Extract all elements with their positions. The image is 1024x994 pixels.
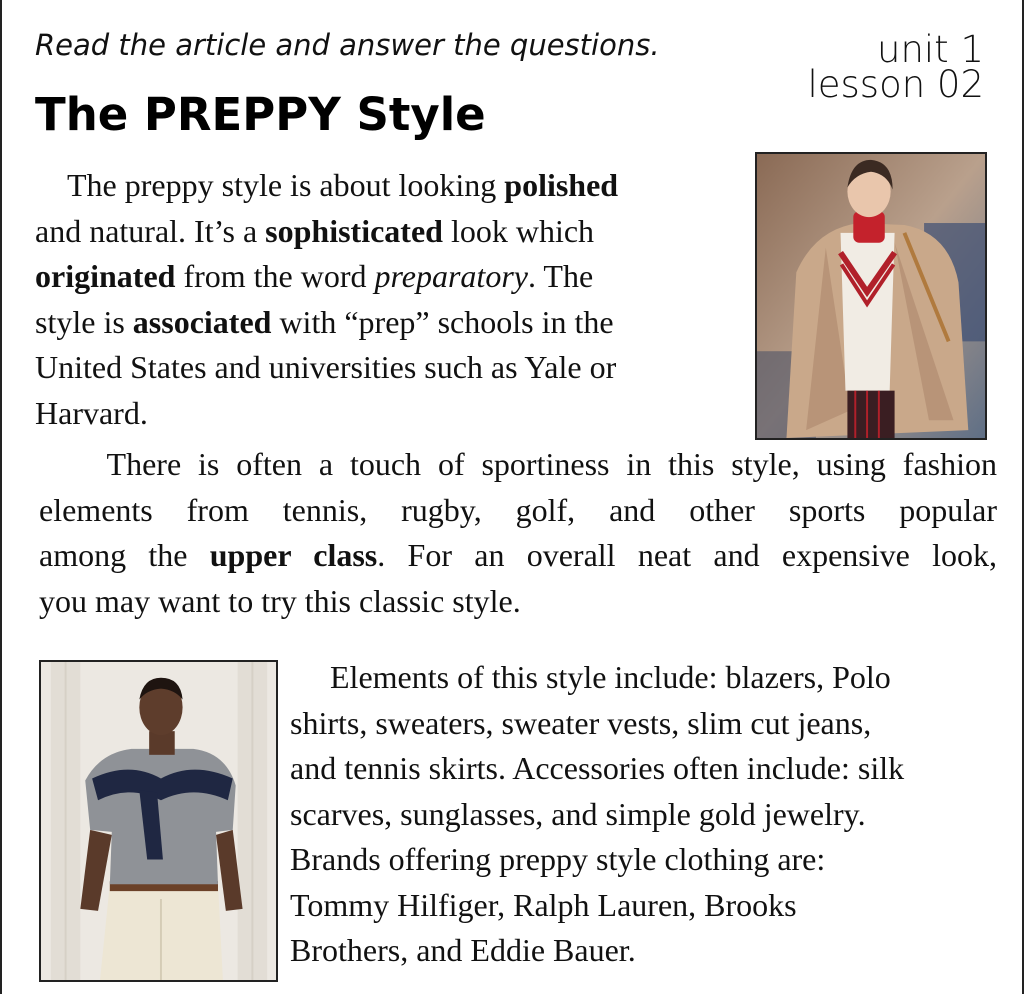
- paragraph-2-line-4: you may want to try this classic style.: [39, 582, 521, 619]
- unit-label: unit 1: [877, 28, 984, 71]
- instruction-text: Read the article and answer the questions.: [35, 28, 660, 62]
- text-span: . The: [527, 258, 594, 294]
- paragraph-1-line-1: [35, 163, 735, 209]
- bold-term-polished: polished: [504, 167, 619, 203]
- man-preppy-photo: [39, 660, 278, 982]
- text-span: and natural. It’s a: [35, 212, 266, 249]
- paragraph-1: [35, 163, 735, 436]
- paragraph-2: [39, 442, 997, 624]
- text-span: The preppy style is about looking: [67, 167, 505, 203]
- text-span: from the word: [175, 258, 375, 294]
- text-span: style is: [35, 303, 133, 340]
- text-span: among the: [39, 537, 210, 573]
- paragraph-1-line-4: [35, 300, 735, 346]
- bold-term-originated: originated: [35, 258, 176, 294]
- paragraph-1-line-5: United States and universities such as Yale or: [35, 349, 617, 385]
- paragraph-2-line-1: [39, 442, 997, 488]
- unit-lesson-label: [807, 28, 984, 106]
- woman-photo-illustration: [757, 154, 985, 438]
- paragraph-3-line-7: Brothers, and Eddie Bauer.: [290, 932, 636, 968]
- paragraph-3-line-4: scarves, sunglasses, and simple gold jewelry.: [290, 795, 866, 832]
- woman-preppy-photo: [755, 152, 987, 440]
- paragraph-3-line-5: Brands offering preppy style clothing are:: [290, 841, 826, 877]
- man-photo-illustration: [41, 662, 276, 980]
- lesson-label: lesson 02: [807, 63, 984, 106]
- paragraph-1-line-2: [35, 209, 735, 255]
- text-span: . For an overall neat and expensive look,: [377, 537, 998, 573]
- paragraph-3: [290, 655, 1010, 974]
- text-span: look which: [442, 212, 595, 249]
- bold-term-upper-class: upper class: [209, 537, 378, 573]
- paragraph-1-line-6: Harvard.: [35, 394, 148, 431]
- paragraph-3-line-1: [290, 655, 1010, 701]
- paragraph-3-line-6: Tommy Hilfiger, Ralph Lauren, Brooks: [290, 886, 797, 923]
- italic-term-preparatory: preparatory: [374, 258, 528, 294]
- text-span: with “prep” schools in the: [271, 303, 614, 340]
- paragraph-3-line-2: shirts, sweaters, sweater vests, slim cut jeans,: [290, 704, 872, 741]
- paragraph-2-line-3: [39, 533, 997, 579]
- paragraph-3-line-3: and tennis skirts. Accessories often include: silk: [290, 750, 905, 786]
- paragraph-2-line-2: elements from tennis, rugby, golf, and other sports popular: [39, 491, 997, 528]
- text-span: There is often a touch of sportiness in this style, using fashion: [106, 446, 998, 482]
- bold-term-associated: associated: [132, 303, 272, 340]
- text-span: Elements of this style include: blazers, Polo: [330, 659, 891, 695]
- paragraph-1-line-3: [35, 254, 735, 300]
- article-title: The PREPPY Style: [35, 88, 486, 141]
- bold-term-sophisticated: sophisticated: [265, 212, 443, 249]
